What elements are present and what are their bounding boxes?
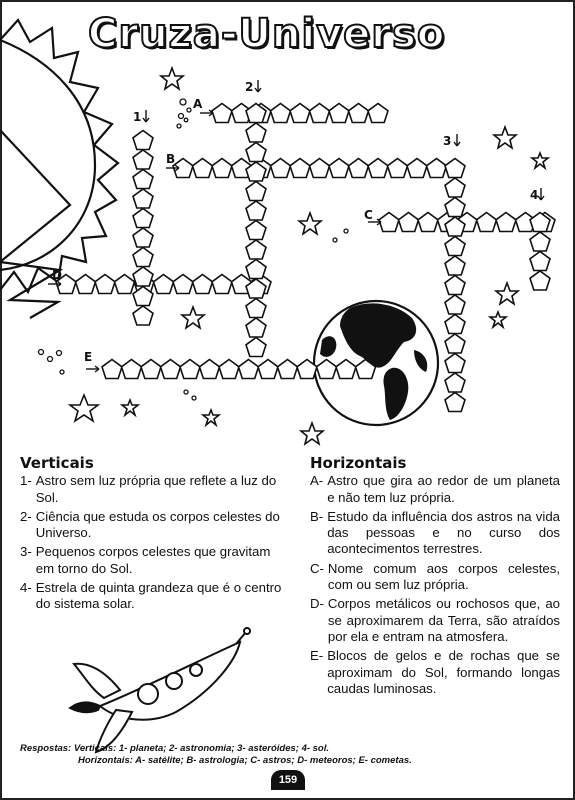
- crossword-cell[interactable]: [445, 198, 465, 217]
- crossword-cell[interactable]: [122, 360, 142, 379]
- crossword-cell[interactable]: [445, 256, 465, 275]
- crossword-cell[interactable]: [349, 104, 369, 123]
- vertical-number-3: 3: [443, 134, 452, 148]
- crossword-cell[interactable]: [246, 260, 266, 279]
- crossword-cell[interactable]: [133, 170, 153, 189]
- crossword-cell[interactable]: [173, 275, 193, 294]
- clue-item: C- Nome comum aos corpos celestes, com ou sem luz própria.: [310, 560, 560, 593]
- vertical-clues-heading: Verticais: [20, 454, 94, 472]
- crossword-cell[interactable]: [239, 360, 259, 379]
- star-icon: [122, 400, 138, 415]
- crossword-cell[interactable]: [115, 275, 135, 294]
- crossword-cell[interactable]: [76, 275, 96, 294]
- crossword-cell[interactable]: [102, 360, 122, 379]
- crossword-cell[interactable]: [530, 232, 550, 251]
- crossword-cell[interactable]: [329, 159, 349, 178]
- crossword-cell[interactable]: [133, 306, 153, 325]
- rocket-illustration: [70, 628, 250, 752]
- crossword-cell[interactable]: [399, 213, 419, 232]
- crossword-cell[interactable]: [445, 334, 465, 353]
- crossword-cell[interactable]: [141, 360, 161, 379]
- crossword-cell[interactable]: [445, 178, 465, 197]
- crossword-cell[interactable]: [445, 159, 465, 178]
- crossword-grid: [56, 104, 555, 412]
- clue-item: A- Astro que gira ao redor de um planeta e não tem luz própria.: [310, 473, 560, 505]
- crossword-cell[interactable]: [200, 360, 220, 379]
- crossword-cell[interactable]: [427, 159, 447, 178]
- crossword-cell[interactable]: [368, 104, 388, 123]
- crossword-cell[interactable]: [133, 189, 153, 208]
- crossword-cell[interactable]: [193, 159, 213, 178]
- crossword-cell[interactable]: [445, 354, 465, 373]
- crossword-cell[interactable]: [271, 159, 291, 178]
- crossword-cell[interactable]: [133, 150, 153, 169]
- star-icon: [490, 312, 506, 327]
- crossword-cell[interactable]: [95, 275, 115, 294]
- star-icon: [301, 423, 323, 444]
- clue-item: 4- Estrela de quinta grandeza que é o centro do sistema solar.: [20, 580, 282, 612]
- clue-item: E- Blocos de gelos e de rochas que se aproximam do Sol, formando longas caudas luminosas.: [310, 648, 560, 696]
- vertical-number-1: 1: [133, 110, 142, 124]
- crossword-cell[interactable]: [418, 213, 438, 232]
- clue-item: B- Estudo da influência dos astros na vida das pessoas e no curso dos acontecimentos terrestres.: [310, 508, 560, 557]
- crossword-cell[interactable]: [246, 123, 266, 142]
- crossword-cell[interactable]: [271, 104, 291, 123]
- horizontal-clues: [310, 455, 560, 700]
- star-icon: [532, 153, 548, 168]
- crossword-cell[interactable]: [246, 299, 266, 318]
- crossword-cell[interactable]: [329, 104, 349, 123]
- crossword-cell[interactable]: [379, 213, 399, 232]
- horizontal-letter-a: A: [193, 97, 203, 111]
- vertical-clues: [20, 455, 292, 616]
- vertical-number-2: 2: [245, 80, 254, 94]
- clue-item: D- Corpos metálicos ou rochosos que, ao se aproximarem da Terra, são atraídos por ela e entram na atmosfera.: [310, 596, 560, 644]
- crossword-cell[interactable]: [496, 213, 516, 232]
- answer-key-line: Horizontais: A- satélite; B- astrologia; C- astros; D- meteoros; E- cometas.: [78, 755, 412, 766]
- crossword-cell[interactable]: [530, 252, 550, 271]
- crossword-cell[interactable]: [246, 338, 266, 357]
- crossword-cell[interactable]: [445, 276, 465, 295]
- crossword-cell[interactable]: [246, 143, 266, 162]
- clue-item: 3- Pequenos corpos celestes que gravitam em torno do Sol.: [20, 544, 271, 576]
- crossword-cell[interactable]: [310, 104, 330, 123]
- horizontal-letter-d: D: [52, 268, 62, 282]
- crossword-cell[interactable]: [212, 275, 232, 294]
- crossword-cell[interactable]: [246, 318, 266, 337]
- crossword-cell[interactable]: [133, 228, 153, 247]
- star-icon: [496, 283, 518, 304]
- horizontal-clues-heading: Horizontais: [310, 454, 407, 472]
- crossword-cell[interactable]: [246, 182, 266, 201]
- clue-item: 2- Ciência que estuda os corpos celestes do Universo.: [20, 508, 280, 541]
- star-icon: [182, 307, 204, 328]
- crossword-cell[interactable]: [407, 159, 427, 178]
- crossword-cell[interactable]: [445, 373, 465, 392]
- star-icon: [161, 68, 183, 89]
- crossword-cell[interactable]: [349, 159, 369, 178]
- crossword-cell[interactable]: [133, 131, 153, 150]
- clue-item: 1- Astro sem luz própria que reflete a luz do Sol.: [20, 473, 277, 505]
- crossword-cell[interactable]: [212, 104, 232, 123]
- crossword-cell[interactable]: [246, 221, 266, 240]
- crossword-cell[interactable]: [368, 159, 388, 178]
- star-icon: [203, 410, 219, 425]
- crossword-cell[interactable]: [310, 159, 330, 178]
- answer-key: [20, 743, 412, 767]
- crossword-cell[interactable]: [219, 360, 239, 379]
- horizontal-letter-c: C: [364, 208, 373, 222]
- crossword-cell[interactable]: [445, 295, 465, 314]
- crossword-cell[interactable]: [388, 159, 408, 178]
- horizontal-letter-e: E: [84, 350, 93, 364]
- crossword-cell[interactable]: [212, 159, 232, 178]
- crossword-cell[interactable]: [133, 248, 153, 267]
- star-icon: [494, 127, 516, 148]
- crossword-cell[interactable]: [445, 237, 465, 256]
- crossword-cell[interactable]: [180, 360, 200, 379]
- crossword-cell[interactable]: [133, 267, 153, 286]
- star-icon: [299, 213, 321, 234]
- crossword-cell[interactable]: [445, 393, 465, 412]
- crossword-cell[interactable]: [290, 159, 310, 178]
- page-title: Cruza-Universo: [88, 11, 446, 57]
- crossword-cell[interactable]: [246, 240, 266, 259]
- page-number: 159: [271, 770, 305, 790]
- crossword-cell[interactable]: [278, 360, 298, 379]
- star-icon: [70, 395, 98, 421]
- horizontal-letter-b: B: [166, 152, 176, 166]
- crossword-cell[interactable]: [530, 271, 550, 290]
- crossword-cell[interactable]: [246, 201, 266, 220]
- answer-key-line: Respostas: Verticais: 1- planeta; 2- astronomia; 3- asteróides; 4- sol.: [20, 743, 330, 754]
- crossword-cell[interactable]: [445, 315, 465, 334]
- crossword-cell[interactable]: [154, 275, 174, 294]
- crossword-cell[interactable]: [133, 209, 153, 228]
- crossword-cell[interactable]: [290, 104, 310, 123]
- crossword-cell[interactable]: [477, 213, 497, 232]
- crossword-cell[interactable]: [161, 360, 181, 379]
- crossword-cell[interactable]: [193, 275, 213, 294]
- vertical-number-4: 4: [530, 188, 539, 202]
- crossword-cell[interactable]: [258, 360, 278, 379]
